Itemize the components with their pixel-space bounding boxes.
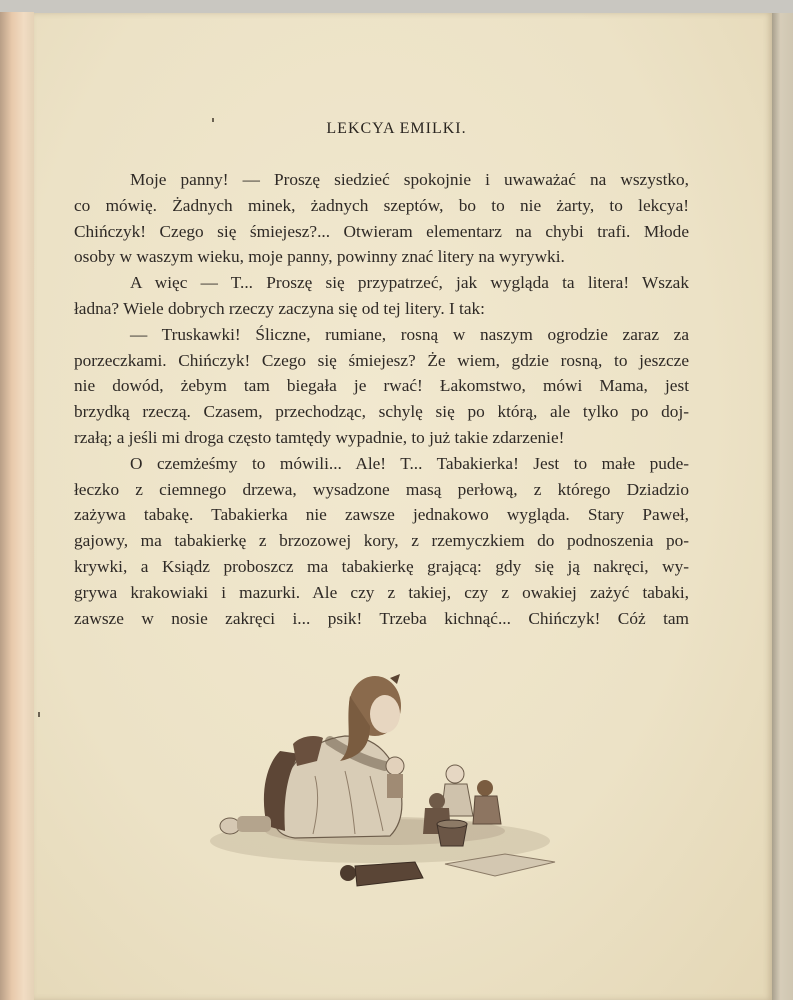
text-line: rzałą; a jeśli mi droga często tamtędy wypadnie, to już takie zdarzenie! — [74, 427, 565, 447]
text-line: brzydką rzeczą. Czasem, przechodząc, schylę się po którą, ale tylko po doj- — [74, 402, 689, 422]
text-line: osoby w waszym wieku, moje panny, powinny znać litery na wyrywki. — [74, 247, 565, 267]
text-line: zawsze w nosie zakręci i... psik! Trzeba kichnąć... Chińczyk! Cóż tam — [74, 608, 689, 628]
text-line: gajowy, ma tabakierkę z brzozowej kory, z rzemyczkiem do podnoszenia po- — [74, 531, 689, 551]
chapter-title: LEKCYA EMILKI. — [326, 120, 467, 137]
text-line: nie dowód, żebym tam biegała je rwać! Łakomstwo, mówi Mama, jest — [74, 376, 689, 396]
text-line: łeczko z ciemnego drzewa, wysadzone masą perłową, z którego Dziadzio — [74, 479, 689, 499]
text-line: A więc — T... Proszę się przypatrzeć, jak wygląda ta litera! Wszak — [130, 273, 689, 293]
text-line: — Truskawki! Śliczne, rumiane, rosną w naszym ogrodzie zaraz za — [130, 324, 689, 344]
page-edge — [772, 13, 793, 1000]
text-line: Chińczyk! Czego się śmiejesz?... Otwieram elementarz na chybi trafi. Młode — [74, 221, 689, 241]
text-line: krywki, a Ksiądz proboszcz ma tabakierkę grającą: gdy się ją nakręci, wy- — [74, 556, 689, 576]
text-line: co mówię. Żadnych minek, żadnych szeptów, bo to nie żarty, to lekcya! — [74, 195, 689, 215]
page-mark — [212, 118, 214, 122]
text-line: O czemżeśmy to mówili... Ale! T... Tabakierka! Jest to małe pude- — [130, 453, 689, 473]
girl-with-dolls-illustration — [205, 666, 565, 906]
body-text — [74, 167, 689, 631]
text-line: zażywa tabakę. Tabakierka nie zawsze jednakowo wygląda. Stary Paweł, — [74, 505, 689, 525]
text-line: Moje panny! — Proszę siedzieć spokojnie i uwaważać na wszystko, — [130, 170, 689, 189]
text-line: grywa krakowiaki i mazurki. Ale czy z takiej, czy z owakiej zażyć tabaki, — [74, 582, 689, 602]
page-mark — [38, 712, 40, 717]
text-line: ładna? Wiele dobrych rzeczy zaczyna się od tej litery. I tak: — [74, 298, 485, 318]
text-line: porzeczkami. Chińczyk! Czego się śmiejesz? Że wiem, gdzie rosną, to jeszcze — [74, 350, 689, 370]
book-spine — [0, 12, 34, 1000]
